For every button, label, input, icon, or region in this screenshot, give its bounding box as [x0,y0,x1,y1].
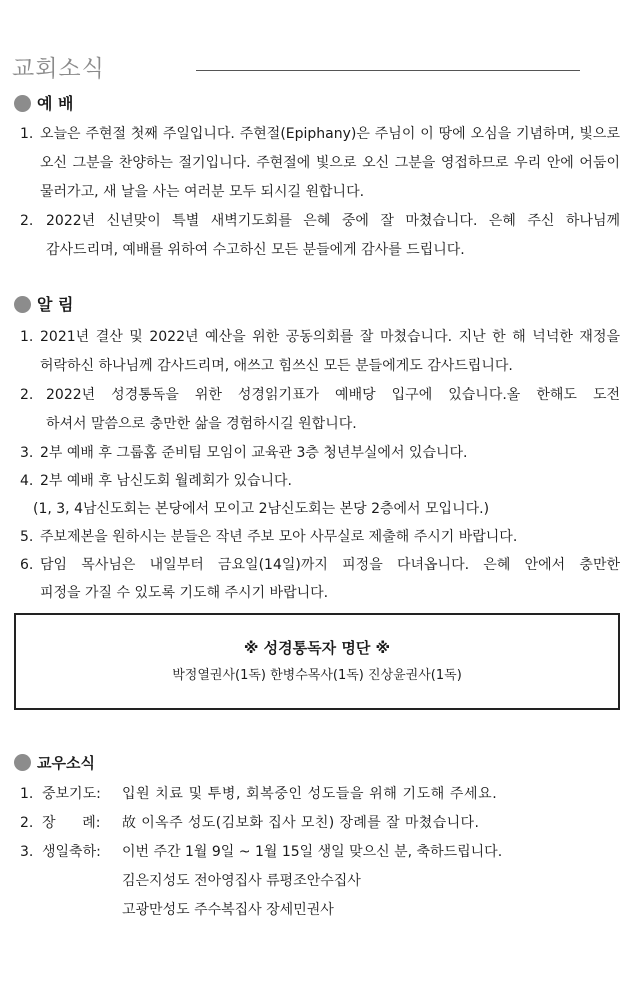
notice-item-4-line-2: (1, 3, 4남신도회는 본당에서 모이고 2남신도회는 본당 2층에서 모입니다.) [33,501,490,517]
member-item-2-text: 故 이옥주 성도(김보화 집사 모친) 장례를 잘 마쳤습니다. [122,815,480,831]
title-divider [196,70,580,71]
item-number: 4. [20,473,34,489]
members-title: 교우소식 [37,754,95,772]
page-title: 교회소식 [12,56,105,82]
birthday-names-1: 김은지성도 전아영집사 류평조안수집사 [122,873,361,889]
bible-reading-box [14,613,620,710]
worship-item-2-line-2: 감사드리며, 예배를 위하여 수고하신 모든 분들에게 감사를 드립니다. [46,242,465,258]
notice-item-5-text: 주보제본을 원하시는 분들은 작년 주보 모아 사무실로 제출해 주시기 바랍니다. [40,529,518,545]
item-number: 6. [20,557,34,573]
item-number: 1. [20,786,34,802]
circle-bullet-icon [14,296,31,313]
notice-item-6-line-1: 담임 목사님은 내일부터 금요일(14일)까지 피정을 다녀옵니다. 은혜 안에서 충만한 [40,557,620,573]
birthday-names-2: 고광만성도 주수복집사 장세민권사 [122,902,334,918]
members-section [0,752,636,776]
worship-section [0,93,636,117]
worship-item-1-line-3: 물러가고, 새 날을 사는 여러분 모두 되시길 원합니다. [40,184,365,200]
worship-title: 예 배 [37,94,74,113]
item-number: 1. [20,126,34,142]
item-number: 3. [20,844,34,860]
bible-reading-names: 박정열권사(1독) 한병수목사(1독) 진상윤권사(1독) [172,668,462,683]
item-number: 2. [20,387,34,403]
worship-header [0,93,636,117]
circle-bullet-icon [14,754,31,771]
member-item-2-label: 장 례: [42,815,101,831]
notice-item-1-line-2: 허락하신 하나님께 감사드리며, 애쓰고 힘쓰신 모든 분들에게도 감사드립니다. [40,358,513,374]
members-header [0,752,636,776]
member-item-3-label: 생일축하: [42,844,101,860]
worship-item-1-line-2: 오신 그분을 찬양하는 절기입니다. 주현절에 빛으로 오신 그분을 영접하므로 우리 안에 어둠이 [40,155,620,171]
worship-item-1-line-1: 오늘은 주현절 첫째 주일입니다. 주현절(Epiphany)은 주님이 이 땅에 오심을 기념하며, 빛으로 [40,126,620,142]
bible-reading-title: ※ 성경통독자 명단 ※ [243,639,391,657]
item-number: 2. [20,815,34,831]
member-item-1-label: 중보기도: [42,786,101,802]
item-number: 2. [20,213,34,229]
notices-section [0,294,636,318]
notice-item-6-line-2: 피정을 가질 수 있도록 기도해 주시기 바랍니다. [40,585,329,601]
notice-item-4-text: 2부 예배 후 남신도회 월례회가 있습니다. [40,473,292,489]
item-number: 5. [20,529,34,545]
member-item-3-text: 이번 주간 1월 9일 ~ 1월 15일 생일 맞으신 분, 축하드립니다. [122,844,503,860]
notice-item-2-line-1: 2022년 성경통독을 위한 성경읽기표가 예배당 입구에 있습니다.올 한해도 도전 [46,387,620,403]
notice-item-2-line-2: 하셔서 말씀으로 충만한 삶을 경험하시길 원합니다. [46,416,357,432]
notices-title: 알 림 [37,295,74,314]
notice-item-1-line-1: 2021년 결산 및 2022년 예산을 위한 공동의회를 잘 마쳤습니다. 지난 한 해 넉넉한 재정을 [40,329,620,345]
circle-bullet-icon [14,95,31,112]
notices-header [0,294,636,318]
item-number: 1. [20,329,34,345]
notice-item-3-text: 2부 예배 후 그룹홈 준비팀 모임이 교육관 3층 청년부실에서 있습니다. [40,445,468,461]
worship-item-2-line-1: 2022년 신년맞이 특별 새벽기도회를 은혜 중에 잘 마쳤습니다. 은혜 주신 하나님께 [46,213,620,229]
member-item-1-text: 입원 치료 및 투병, 회복중인 성도들을 위해 기도해 주세요. [122,786,498,802]
item-number: 3. [20,445,34,461]
